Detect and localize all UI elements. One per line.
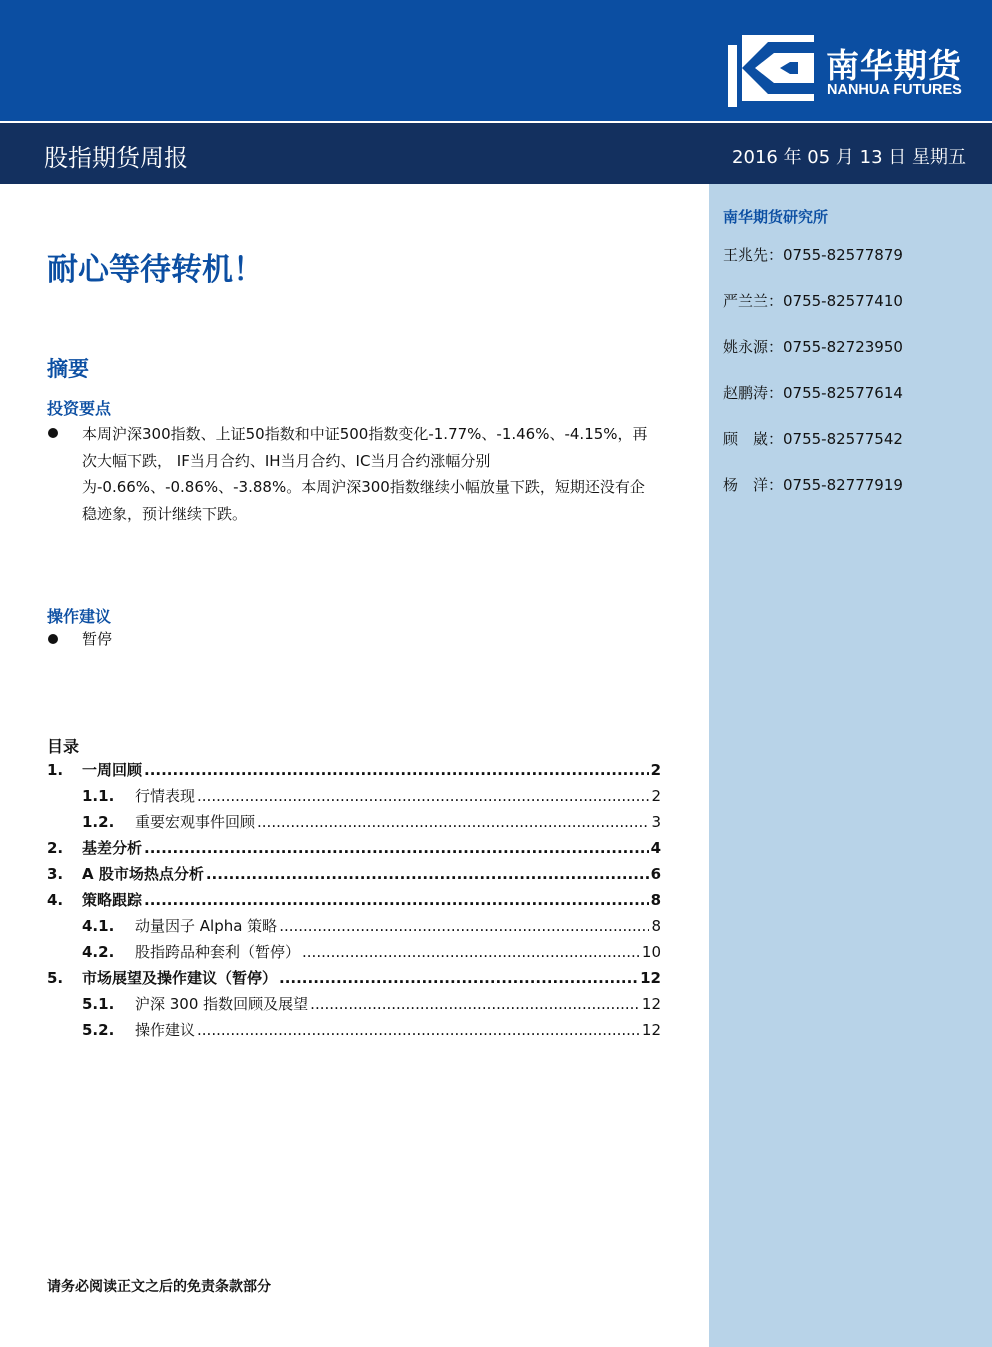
report-type: 股指期货周报 [44, 144, 188, 172]
toc-entry[interactable] [47, 809, 661, 835]
toc-entry-number: 4.2. [82, 943, 115, 961]
toc-entry-label: 行情表现 [135, 787, 196, 805]
company-logo [728, 35, 980, 107]
toc-dot-leader [144, 887, 649, 913]
toc-dot-leader [257, 809, 649, 835]
toc-entry-number: 3. [47, 865, 64, 883]
disclaimer-note: 请务必阅读正文之后的免责条款部分 [47, 1279, 271, 1295]
summary-heading: 摘要 [47, 357, 89, 381]
toc-entry[interactable] [47, 913, 661, 939]
investment-heading: 投资要点 [47, 399, 112, 418]
toc-entry-label: 操作建议 [135, 1021, 196, 1039]
toc-entry-page: 8 [651, 917, 661, 935]
toc-entry-page: 8 [650, 891, 661, 909]
contact-item: 赵鹏涛：0755-82577614 [723, 384, 903, 402]
toc-entry-number: 1.2. [82, 813, 115, 831]
research-sidebar [709, 184, 992, 1347]
toc-entry[interactable] [47, 1017, 661, 1043]
contact-item: 姚永源：0755-82723950 [723, 338, 903, 356]
toc-entry-number: 5. [47, 969, 64, 987]
toc-entry[interactable] [47, 965, 661, 991]
toc-entry-number: 5.2. [82, 1021, 115, 1039]
toc-entry-number: 1. [47, 761, 64, 779]
bullet-icon [48, 634, 58, 644]
advice-text: 暂停 [82, 630, 113, 648]
toc-dot-leader [279, 913, 649, 939]
report-title-band [0, 121, 992, 184]
investment-paragraph: 本周沪深300指数、上证50指数和中证500指数变化-1.77%、-1.46%、-4.15%，再次大幅下跌， IF当月合约、IH当月合约、IC当月合约涨幅分别为-0.66%、-0.86%、-3.88%。本周沪深300指数继续小幅放量下跌，短期还没有企稳迹象，预计继续下跌。 [82, 425, 648, 523]
toc-dot-leader [310, 991, 640, 1017]
toc-entry-label: A 股市场热点分析 [82, 865, 204, 883]
toc-entry-page: 12 [640, 969, 661, 987]
toc-entry-label: 策略跟踪 [82, 891, 143, 909]
toc-entry-page: 3 [651, 813, 661, 831]
toc-dot-leader [144, 757, 649, 783]
toc-entry-page: 12 [641, 995, 661, 1013]
sidebar-title: 南华期货研究所 [723, 208, 829, 226]
toc-entry-number: 4. [47, 891, 64, 909]
logo-chinese-name: 南华期货 [826, 46, 962, 85]
toc-entry-label: 沪深 300 指数回顾及展望 [135, 995, 309, 1013]
report-date: 2016 年 05 月 13 日 星期五 [732, 147, 966, 168]
toc-dot-leader [302, 939, 640, 965]
advice-heading: 操作建议 [47, 607, 112, 626]
toc-title: 目录 [47, 737, 80, 756]
toc-entry-label: 市场展望及操作建议（暂停） [82, 969, 278, 987]
contact-item: 王兆先：0755-82577879 [723, 246, 903, 264]
toc-entry-number: 1.1. [82, 787, 115, 805]
toc-dot-leader [279, 965, 638, 991]
toc-entry-number: 5.1. [82, 995, 115, 1013]
table-of-contents [47, 757, 661, 1043]
toc-entry-label: 一周回顾 [82, 761, 143, 779]
toc-entry-page: 4 [650, 839, 661, 857]
brand-header-band [0, 0, 992, 121]
toc-entry[interactable] [47, 887, 661, 913]
toc-entry-number: 2. [47, 839, 64, 857]
contact-item: 严兰兰：0755-82577410 [723, 292, 903, 310]
toc-entry-label: 动量因子 Alpha 策略 [135, 917, 278, 935]
toc-entry-page: 6 [650, 865, 661, 883]
toc-entry-page: 2 [651, 787, 661, 805]
toc-entry-label: 重要宏观事件回顾 [135, 813, 256, 831]
toc-dot-leader [206, 861, 649, 887]
bullet-icon [48, 428, 58, 438]
toc-entry[interactable] [47, 757, 661, 783]
toc-entry-label: 基差分析 [82, 839, 143, 857]
contact-item: 顾 崴：0755-82577542 [723, 430, 903, 448]
toc-entry[interactable] [47, 783, 661, 809]
toc-dot-leader [144, 835, 649, 861]
toc-entry-page: 10 [641, 943, 661, 961]
toc-entry[interactable] [47, 991, 661, 1017]
nanhua-logo-icon [728, 35, 814, 107]
logo-english-name: NANHUA FUTURES [827, 82, 962, 98]
toc-entry-label: 股指跨品种套利（暂停） [135, 943, 301, 961]
report-headline: 耐心等待转机！ [47, 252, 264, 288]
toc-entry[interactable] [47, 939, 661, 965]
toc-entry-number: 4.1. [82, 917, 115, 935]
toc-dot-leader [197, 783, 649, 809]
contact-item: 杨 洋：0755-82777919 [723, 476, 903, 494]
toc-entry[interactable] [47, 835, 661, 861]
toc-entry-page: 2 [650, 761, 661, 779]
toc-dot-leader [197, 1017, 640, 1043]
toc-entry-page: 12 [641, 1021, 661, 1039]
toc-entry[interactable] [47, 861, 661, 887]
